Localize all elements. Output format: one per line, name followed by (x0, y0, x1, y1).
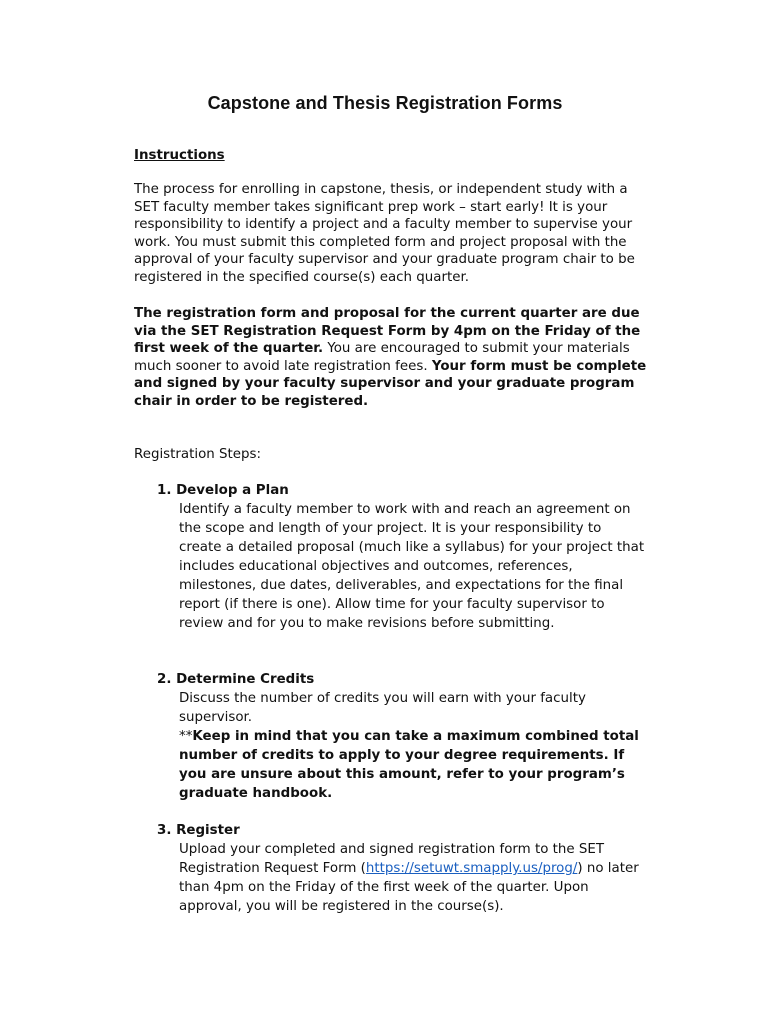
deadline-bold-lead: The registration form and proposal for the current quarter are due via the SET Registration Request Form by 4pm on the Friday of the first week of the quarter. (134, 306, 641, 357)
step-body (157, 840, 647, 916)
step-determine-credits (157, 670, 647, 803)
deadline-normal-text: You are encouraged to submit your materials much sooner to avoid late registration fees. (134, 341, 630, 374)
deadline-bold-tail: Your form must be complete and signed by your faculty supervisor and your graduate program chair in order to be registered. (134, 358, 647, 409)
page-title: Capstone and Thesis Registration Forms (207, 93, 563, 113)
step-title: 2. Determine Credits (157, 672, 315, 687)
step-title: 3. Register (157, 823, 240, 838)
register-text-before: Upload your completed and signed registration form to the SET Registration Request Form ( (179, 842, 605, 876)
deadline-paragraph (134, 305, 654, 411)
step-body (157, 689, 647, 803)
note-prefix: ** (179, 729, 193, 744)
registration-request-form-link[interactable]: https://setuwt.smapply.us/prog/ (365, 861, 578, 876)
step-title: 1. Develop a Plan (157, 483, 289, 498)
credits-note (179, 727, 647, 803)
credits-discussion-text: Discuss the number of credits you will earn with your faculty supervisor. (179, 691, 586, 725)
note-bold-text: Keep in mind that you can take a maximum combined total number of credits to apply to your degree requirements. If you are unsure about this amount, refer to your program’s graduate handbook. (179, 729, 639, 801)
registration-steps-label: Registration Steps: (134, 447, 261, 462)
instructions-heading: Instructions (134, 148, 225, 163)
step-develop-plan (157, 481, 647, 633)
intro-paragraph: The process for enrolling in capstone, thesis, or independent study with a SET faculty member takes significant prep work – start early! It is your responsibility to identify a project and a faculty member to supervise your work. You must submit this completed form and project proposal with the approval of your faculty supervisor and your graduate program chair to be registered in the specified course(s) each quarter. (134, 182, 635, 285)
step-body: Identify a faculty member to work with and reach an agreement on the scope and length of your project. It is your responsibility to create a detailed proposal (much like a syllabus) for your project that includes educational objectives and outcomes, references, milestones, due dates, deliverables, and expectations for the final report (if there is one). Allow time for your faculty supervisor to review and for you to make revisions before submitting. (179, 502, 645, 631)
step-register (157, 821, 647, 916)
register-text-after: ) no later than 4pm on the Friday of the first week of the quarter. Upon approval, you will be registered in the course(s). (179, 861, 639, 914)
